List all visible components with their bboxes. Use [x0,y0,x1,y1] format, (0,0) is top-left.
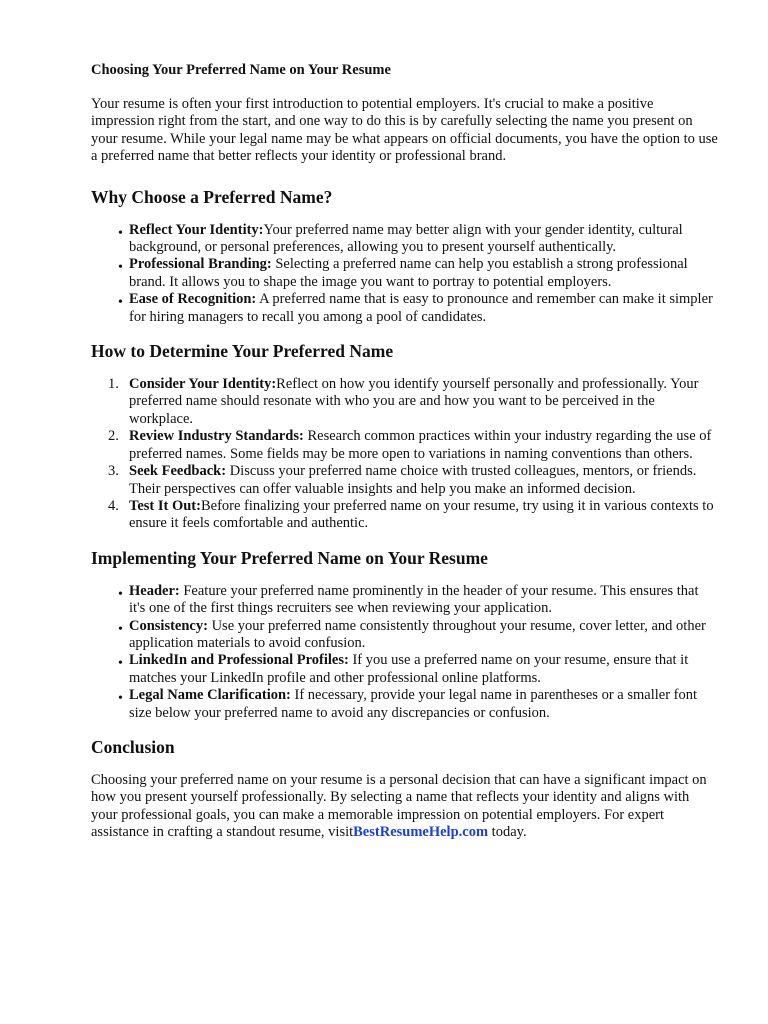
item-text: Before finalizing your preferred name on your resume, try using it in various contexts to ensure it feels comfortable and authentic. [129,497,714,532]
how-list [91,376,718,533]
item-term: Consider Your Identity: [129,376,277,393]
list-item [118,291,718,326]
heading-conclusion: Conclusion [91,736,175,757]
list-item [118,256,718,291]
list-item [118,652,718,687]
list-item [118,617,718,653]
item-text: Discuss your preferred name choice with trusted colleagues, mentors, or friends. Their perspectives can offer valuable insights and help you make an informed decision. [129,463,697,497]
item-text: Feature your preferred name prominently in the header of your resume. This ensures that it's one of the first things recruiters see when reviewing your application. [129,582,699,617]
bullet-icon: • [118,691,123,707]
best-resume-help-link[interactable]: BestResumeHelp.com [353,824,489,841]
heading-how-to-determine: How to Determine Your Preferred Name [91,341,394,362]
item-number: 3. [108,463,119,480]
intro-paragraph: Your resume is often your first introduction to potential employers. It's crucial to make a positive impression right from the start, and one way to do this is by carefully selecting the name you present on your resume. While your legal name may be what appears on official documents, you have the option to use a preferred name that better reflects your identity or professional brand. [91,96,718,165]
bullet-icon: • [118,260,123,276]
item-number: 2. [108,428,119,445]
item-text: Research common practices within your industry regarding the use of preferred names. Some fields may be more open to variations in naming conventions than others. [129,428,712,462]
conclusion-text: Choosing your preferred name on your resume is a personal decision that can have a significant impact on how you present yourself professionally. By selecting a name that reflects your identity and aligns with your professional goals, you can make a memorable impression on potential employers. For expert assistance in crafting a standout resume, visit [91,771,707,841]
list-item [108,376,718,428]
conclusion-text-end: today. [488,824,527,841]
conclusion-paragraph [91,772,718,842]
item-text: Reflect on how you identify yourself personally and professionally. Your preferred name should resonate with who you are and how you want to be perceived in the workplace. [129,376,699,427]
implementing-list [91,583,718,722]
list-item [108,463,718,498]
why-list [91,222,718,326]
item-text: Use your preferred name consistently throughout your resume, cover letter, and other application materials to avoid confusion. [129,617,706,651]
item-text: A preferred name that is easy to pronounce and remember can make it simpler for hiring managers to recall you among a pool of candidates. [129,291,713,325]
bullet-icon: • [118,295,123,311]
item-term: Legal Name Clarification: [129,687,291,704]
item-term: Professional Branding: [129,256,272,273]
heading-implementing: Implementing Your Preferred Name on Your Resume [91,547,488,568]
item-term: Consistency: [129,617,208,634]
bullet-icon: • [118,225,123,241]
item-term: Header: [129,582,180,599]
bullet-icon: • [118,656,123,672]
item-text: Selecting a preferred name can help you establish a strong professional brand. It allows you to shape the image you want to portray to potential employers. [129,256,688,290]
item-text: If necessary, provide your legal name in parentheses or a smaller font size below your preferred name to avoid any discrepancies or confusion. [129,687,698,721]
list-item [118,582,718,618]
item-term: Ease of Recognition: [129,291,257,308]
item-term: Reflect Your Identity: [129,221,264,238]
item-number: 1. [108,376,119,393]
list-item [108,428,718,463]
item-text: Your preferred name may better align with your gender identity, cultural background, or personal preferences, allowing you to present yourself authentically. [129,221,683,256]
document-title: Choosing Your Preferred Name on Your Resume [91,62,391,78]
list-item [108,497,718,533]
heading-why-choose: Why Choose a Preferred Name? [91,186,333,207]
item-number: 4. [108,497,119,514]
item-term: Seek Feedback: [129,463,227,480]
item-text: If you use a preferred name on your resume, ensure that it matches your LinkedIn profile and other professional online platforms. [129,652,689,686]
bullet-icon: • [118,621,123,637]
item-term: Test It Out: [129,497,201,514]
list-item [118,221,718,257]
item-term: Review Industry Standards: [129,428,304,445]
list-item [118,687,718,722]
bullet-icon: • [118,586,123,602]
item-term: LinkedIn and Professional Profiles: [129,652,349,669]
